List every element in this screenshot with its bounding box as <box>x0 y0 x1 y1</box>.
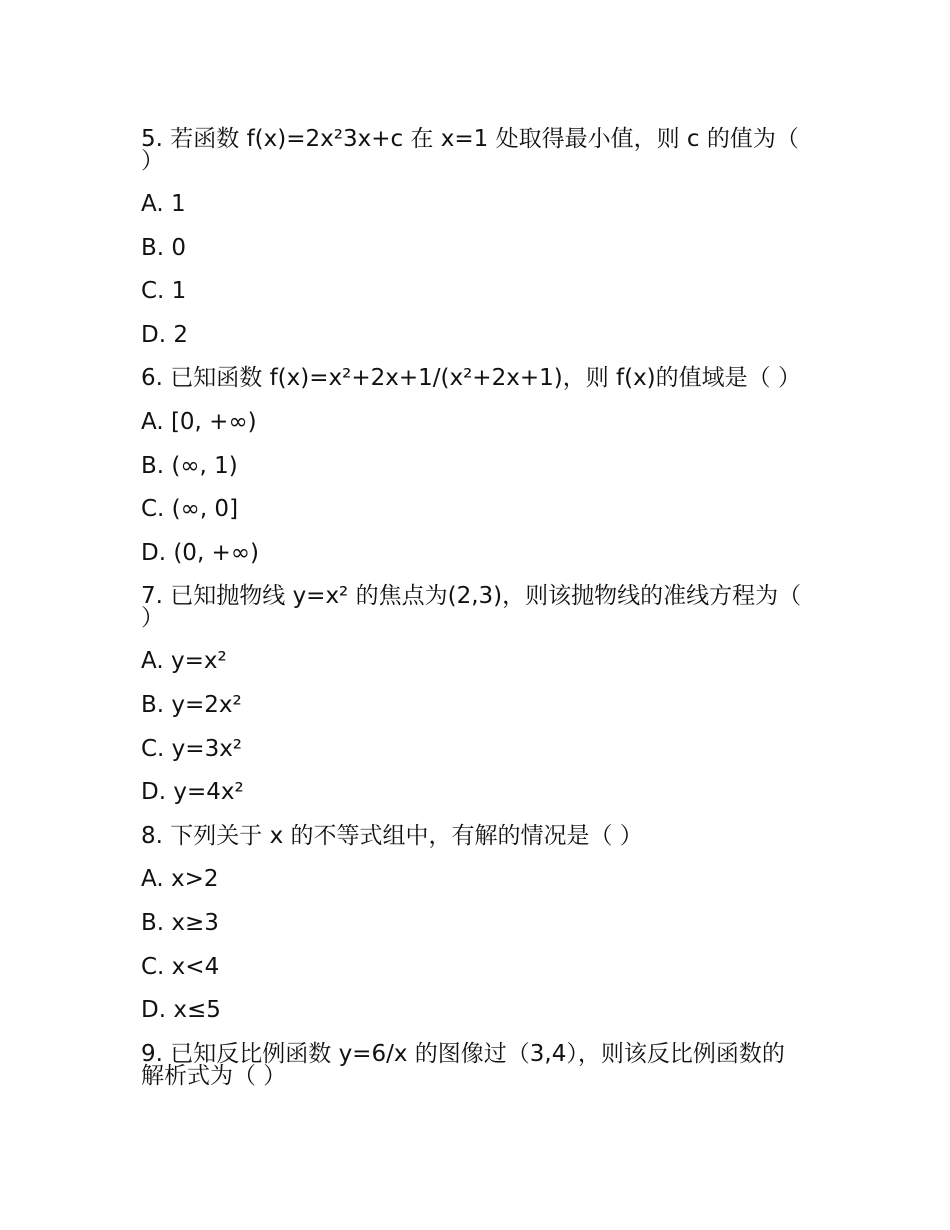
question-7 <box>141 585 806 804</box>
question-8 <box>141 822 806 1024</box>
option-b: B. x≥3 <box>141 909 219 936</box>
option-b: B. 0 <box>141 234 187 261</box>
option-a: A. x>2 <box>141 866 219 893</box>
question-stem: 9. 已知反比例函数 y=6/x 的图像过（3,4），则该反比例函数的解析式为（ ） <box>141 1040 785 1089</box>
option-b: B. (∞, 1) <box>141 452 238 479</box>
option-a: A. y=x² <box>141 648 227 675</box>
option-d: D. (0, +∞) <box>141 539 259 566</box>
question-9 <box>141 1040 806 1089</box>
option-d: D. y=4x² <box>141 779 244 806</box>
question-5 <box>141 128 806 347</box>
option-b: B. y=2x² <box>141 691 242 718</box>
question-stem: 8. 下列关于 x 的不等式组中，有解的情况是（ ） <box>141 822 643 849</box>
question-stem: 6. 已知函数 f(x)=x²+2x+1/(x²+2x+1)，则 f(x)的值域是（ ） <box>141 365 801 392</box>
option-c: C. 1 <box>141 278 187 305</box>
option-a: A. [0, +∞) <box>141 408 257 435</box>
option-a: A. 1 <box>141 191 186 217</box>
question-6 <box>141 367 806 564</box>
question-stem: 7. 已知抛物线 y=x² 的焦点为(2,3)，则该抛物线的准线方程为（ ） <box>141 583 802 632</box>
question-stem: 5. 若函数 f(x)=2x²3x+c 在 x=1 处取得最小值，则 c 的值为（ ） <box>141 126 799 174</box>
option-c: C. y=3x² <box>141 735 243 762</box>
option-c: C. x<4 <box>141 953 220 980</box>
option-d: D. x≤5 <box>141 997 221 1024</box>
document-page <box>141 128 806 1108</box>
option-c: C. (∞, 0] <box>141 496 239 523</box>
option-d: D. 2 <box>141 321 188 348</box>
